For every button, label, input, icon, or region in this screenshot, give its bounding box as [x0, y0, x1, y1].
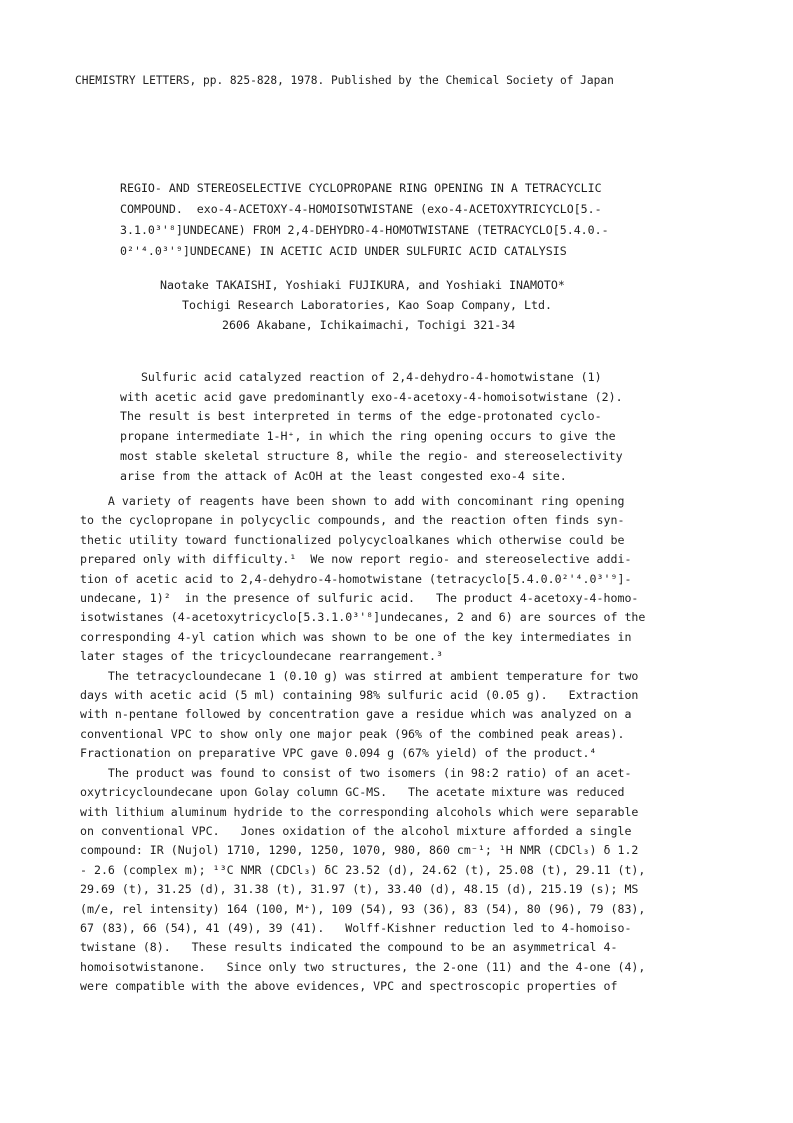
body-line: twistane (8). These results indicated the compound to be an asymmetrical 4-: [80, 940, 618, 955]
body-line: (m/e, rel intensity) 164 (100, M⁺), 109 (54), 93 (36), 83 (54), 80 (96), 79 (83),: [80, 901, 646, 916]
author-block: [160, 275, 680, 335]
body-line: were compatible with the above evidences, VPC and spectroscopic properties of: [80, 979, 618, 994]
body-line: 29.69 (t), 31.25 (d), 31.38 (t), 31.97 (t), 33.40 (d), 48.15 (d), 215.19 (s); MS: [80, 882, 639, 897]
affiliation-line: 2606 Akabane, Ichikaimachi, Tochigi 321-34: [222, 318, 516, 332]
abstract-line: with acetic acid gave predominantly exo-4-acetoxy-4-homoisotwistane (2).: [120, 389, 623, 404]
body-line: isotwistanes (4-acetoxytricyclo[5.3.1.0³'⁸]undecanes, 2 and 6) are sources of the: [80, 610, 646, 625]
body-line: to the cyclopropane in polycyclic compounds, and the reaction often finds syn-: [80, 513, 625, 528]
title-line: REGIO- AND STEREOSELECTIVE CYCLOPROPANE RING OPENING IN A TETRACYCLIC: [120, 181, 602, 195]
body-line: corresponding 4-yl cation which was shown to be one of the key intermediates in: [80, 629, 632, 644]
body-line: 67 (83), 66 (54), 41 (49), 39 (41). Wolff-Kishner reduction led to 4-homoiso-: [80, 920, 632, 935]
body-line: with n-pentane followed by concentration gave a residue which was analyzed on a: [80, 707, 632, 722]
abstract-line: arise from the attack of AcOH at the least congested exo-4 site.: [120, 468, 567, 483]
body-line: with lithium aluminum hydride to the corresponding alcohols which were separable: [80, 804, 639, 819]
body-line: days with acetic acid (5 ml) containing 98% sulfuric acid (0.05 g). Extraction: [80, 688, 639, 703]
title-line: COMPOUND. exo-4-ACETOXY-4-HOMOISOTWISTANE (exo-4-ACETOXYTRICYCLO[5.-: [120, 202, 602, 216]
body-line: oxytricycloundecane upon Golay column GC-MS. The acetate mixture was reduced: [80, 785, 625, 800]
body-text: [80, 492, 720, 997]
body-line: on conventional VPC. Jones oxidation of the alcohol mixture afforded a single: [80, 823, 632, 838]
body-line: compound: IR (Nujol) 1710, 1290, 1250, 1070, 980, 860 cm⁻¹; ¹H NMR (CDCl₃) δ 1.2: [80, 843, 639, 858]
abstract-line: most stable skeletal structure 8, while the regio- and stereoselectivity: [120, 448, 623, 463]
body-line: Fractionation on preparative VPC gave 0.094 g (67% yield) of the product.⁴: [80, 746, 597, 761]
article-title: [120, 178, 720, 262]
body-line: later stages of the tricycloundecane rearrangement.³: [80, 649, 443, 664]
title-line: 3.1.0³'⁸]UNDECANE) FROM 2,4-DEHYDRO-4-HOMOTWISTANE (TETRACYCLO[5.4.0.-: [120, 223, 609, 237]
body-line: The tetracycloundecane 1 (0.10 g) was stirred at ambient temperature for two: [80, 668, 639, 683]
abstract-line: propane intermediate 1-H⁺, in which the ring opening occurs to give the: [120, 429, 616, 444]
abstract-line: Sulfuric acid catalyzed reaction of 2,4-dehydro-4-homotwistane (1): [120, 370, 602, 384]
body-line: prepared only with difficulty.¹ We now report regio- and stereoselective addi-: [80, 552, 632, 567]
body-line: homoisotwistanone. Since only two structures, the 2-one (11) and the 4-one (4),: [80, 959, 646, 974]
body-line: tion of acetic acid to 2,4-dehydro-4-homotwistane (tetracyclo[5.4.0.0²'⁴.0³'⁹]-: [80, 571, 632, 586]
body-line: thetic utility toward functionalized polycycloalkanes which otherwise could be: [80, 532, 625, 547]
body-line: - 2.6 (complex m); ¹³C NMR (CDCl₃) δC 23.52 (d), 24.62 (t), 25.08 (t), 29.11 (t),: [80, 862, 646, 877]
journal-header: CHEMISTRY LETTERS, pp. 825-828, 1978. Published by the Chemical Society of Japan: [75, 74, 614, 87]
body-line: conventional VPC to show only one major peak (96% of the combined peak areas).: [80, 726, 625, 741]
body-line: A variety of reagents have been shown to add with concominant ring opening: [80, 494, 625, 508]
affiliation-line: Tochigi Research Laboratories, Kao Soap Company, Ltd.: [182, 298, 552, 312]
abstract: [120, 368, 690, 486]
body-line: The product was found to consist of two isomers (in 98:2 ratio) of an acet-: [80, 765, 632, 780]
author-list: Naotake TAKAISHI, Yoshiaki FUJIKURA, and Yoshiaki INAMOTO*: [160, 278, 565, 292]
abstract-line: The result is best interpreted in terms of the edge-protonated cyclo-: [120, 409, 602, 424]
body-line: undecane, 1)² in the presence of sulfuric acid. The product 4-acetoxy-4-homo-: [80, 591, 639, 606]
title-line: 0²'⁴.0³'⁹]UNDECANE) IN ACETIC ACID UNDER SULFURIC ACID CATALYSIS: [120, 244, 567, 258]
